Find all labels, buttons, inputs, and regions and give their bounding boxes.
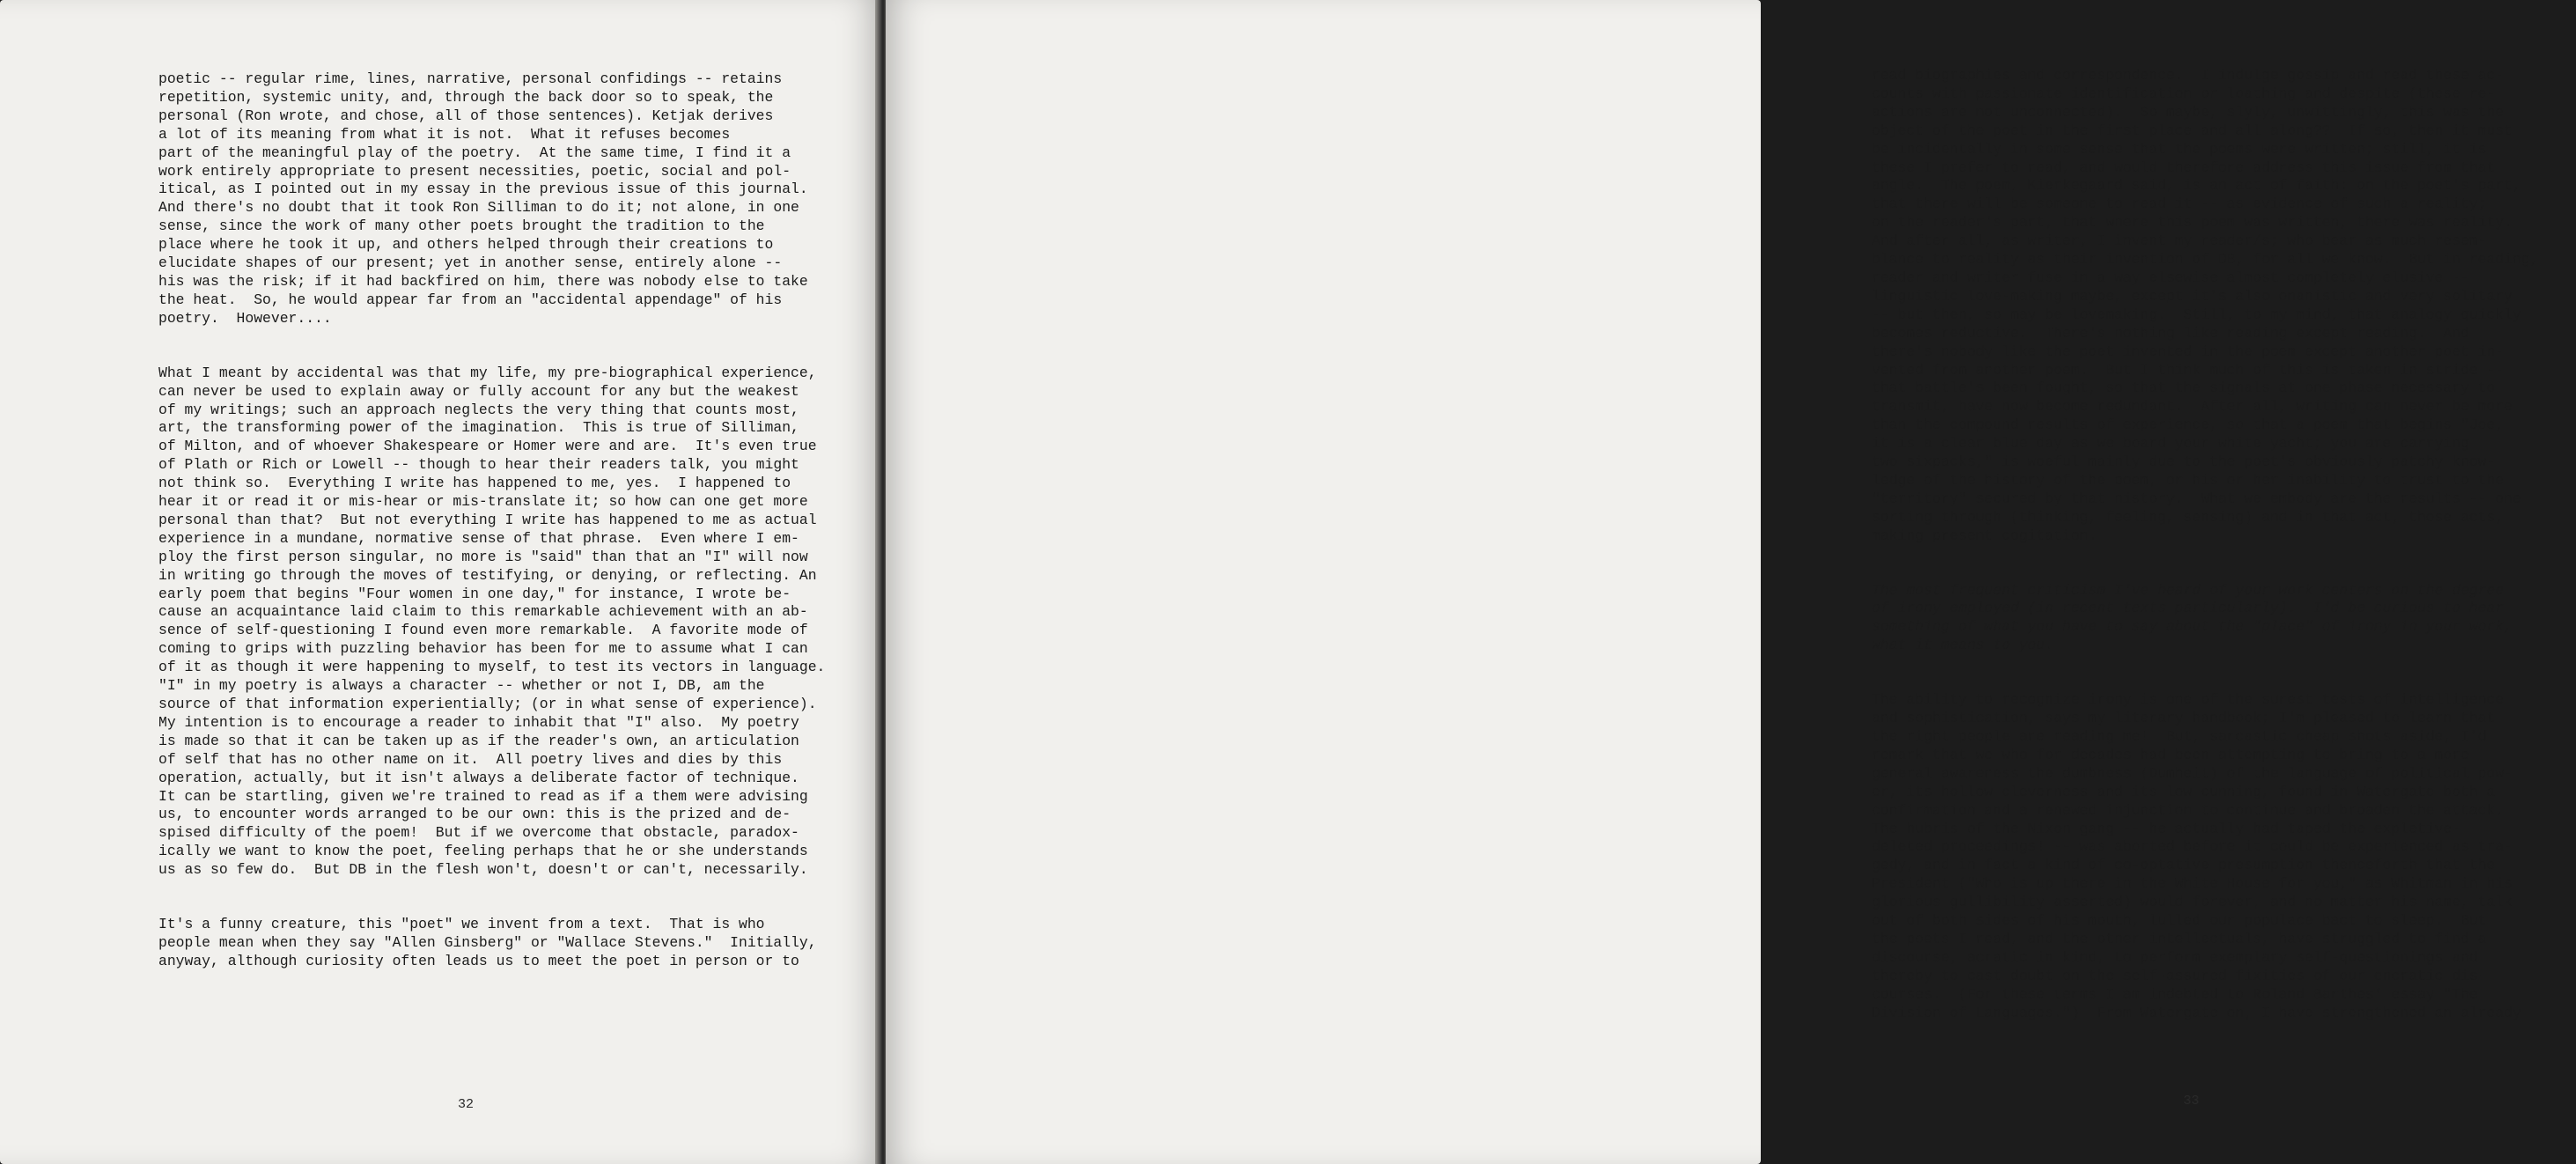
paragraph: read biographies and correspondence. I indulge gossip and read these ac- counts with passionate identification or loathing and despite (these re- actions are not unconnected). So maybe, slyly, unwittingly, this was the object of the poet in the first place and all along?? If so, then it must be incidentally in some sense that the poems were written; still, it is these I prefer to read, and would therefore address this issue from that angle. The poem, Kierkegaard said, is an act of faith: on the poet's part, that there will be someone to read it -- as evidence of such a reality; on the reader's part, that where this poem was written, there was reality. And after all, as writer, I invent my reader/s; who bear as much resem- blance to reality as their invention of DB, for all we know. But in reading, reader and writer fuse in a way elsewise almost completely elusive -- linguistic love-making maybe, except it's also onanistic and very solitary -- but then, so may be lovemaking. Still, to my mind, that analogy quickly becomes reductive. There's nothing like reading except reading. And there's nobody like the poet invented in the poem except another poet in- vented from another poem. But I think much of this is taken in stride -- that battle's been fought, so that the signals at one phase necessary to transmit, have now become redundant. After all, writing can never be more than the compound results of experience, so that a poem that begins "Joe, it is a clear blue day as we board your white yacht; you are carrying two sixpacks," is woeful mainly due to the poet's obviously patchy know- ledge of the history of the poem, or his or her inability to trust to the "territory" secured by that history. What we embody are the results -- one sorting through (thinking, feeling, sensing) and in that act, those acts, making present cogitation. [1872,67,2539,544]
paragraph: What I meant by accidental was that my life, my pre-biographical experience, can never be used to explain away or fully account for any but the weakest of my writings; such an approach neglects the very thing that counts most, art, the transforming power of the imagination. This is true of Silliman, of Milton, and of whoever Shakespeare or Homer were and are. It's even true of Plath or Rich or Lowell -- though to hear their readers talk, you might not think so. Everything I write has happened to me, yes. I happened to hear it or read it or mis-hear or mis-translate it; so how can one get more personal than that? But not everything I write has happened to me as actual experience in a mundane, normative sense of that phrase. Even where I em- ploy the first person singular, no more is "said" than that an "I" will now in writing go through the moves of testifying, or denying, or reflecting. An early poem that begins "Four women in one day," for instance, I wrote be- cause an acquaintance laid claim to this remarkable achievement with an ab- sence of self-questioning I found even more remarkable. A favorite mode of coming to grips with puzzling behavior has been for me to assume what I can of it as though it were happening to myself, to test its vectors in language. "I" in my poetry is always a character -- whether or not I, DB, am the source of that information experientially; (or in what sense of experience). My intention is to encourage a reader to inhabit that "I" also. My poetry is made so that it can be taken up as if the reader's own, an articulation of self that has no other name on it. All poetry lives and dies by this operation, actually, but it isn't always a deliberate factor of technique. It can be startling, given we're trained to read as if a them were advising us, to encounter words arranged to be our own: this is the prized and de- spised difficulty of the poem! But if we overcome that obstacle, paradox- ically we want to know the poet, feeling perhaps that he or she understands us as so few do. But DB in the flesh won't, doesn't or can't, necessarily. [158,364,826,879]
paragraph: poetic -- regular rime, lines, narrative, personal confidings -- retains repetition, systemic unity, and, through the back door so to speak, the personal (Ron wrote, and chose, all of those sentences). Ketjak derives a lot of its meaning from what it is not. What it refuses becomes part of the meaningful play of the poetry. At the same time, I find it a work entirely appropriate to present necessities, poetic, social and pol- itical, as I pointed out in my essay in the previous issue of this journal. And there's no doubt that it took Ron Silliman to do it; not alone, in one sense, since the work of many other poets brought the tradition to the place where he took it up, and others helped through their creations to elucidate shapes of our present; yet in another sense, entirely alone -- his was the risk; if it had backfired on him, there was nobody else to take the heat. So, he would appear far from an "accidental appendage" of his poetry. However.... [158,70,808,327]
page-number: 33 [2183,1094,2200,1109]
paragraph: It's a funny creature, this "poet" we invent from a text. That is who people mean when they say "Allen Ginsberg" or "Wallace Stevens." Initially, anyway, although curiosity often leads us to meet the poet in person or to [158,916,817,969]
page-number: 32 [458,1097,475,1112]
interview-question: The most frequent criticism I've heard of your work centers on the degree of irony employed (in recent texts particularly). I'd be curious to hear something of what you have to say about the "place" of irony in your work, what it means to you. [1872,581,2513,654]
left-page [0,0,880,1164]
right-page [886,0,2539,1164]
left-page-text [158,70,863,971]
right-page-text [1872,67,2576,1023]
paragraph: The ability to recognize irony is one of the surest tests of intelligence and sophistication, says my literary handbook; I'm pleased to learn that the right people are reading me! But, sarcastic cheap shots aside, I'd remark that we who for decades had been attempting to bring to a more general awareness the dumbness (Dumheit) of the language of political pow- er, its hollow cleverness and its low cunning, found in Watergate both a confirmation and a renewed injunction to continue and broaden the attack. The hubris of the Nixon gang -- he actually had taped the expletive- deleted proceedings! -- was aborted before it could be experienced as tra- gedy, and in fact a kind of co-optative presumption thenceforth that the President ("Who is up there in the White House for you," as Whitman in his glorious gullibility asserted) would forever, and no matter his name, talk out of both sides of his mouth, lulled our populace bact to sleep. But the poets I read, and the other intellectuals, have struggled to find a discourse, acratic in kind, to perform exemplary self-questionings and thereby to cast doubt on the self-assured fixities of our encratic dis- courses. (For these terms I am indebted to Roland Barthes' essay "The Division of Languages.") From Watergate on, I have strengthened an already [1872,691,2521,1021]
